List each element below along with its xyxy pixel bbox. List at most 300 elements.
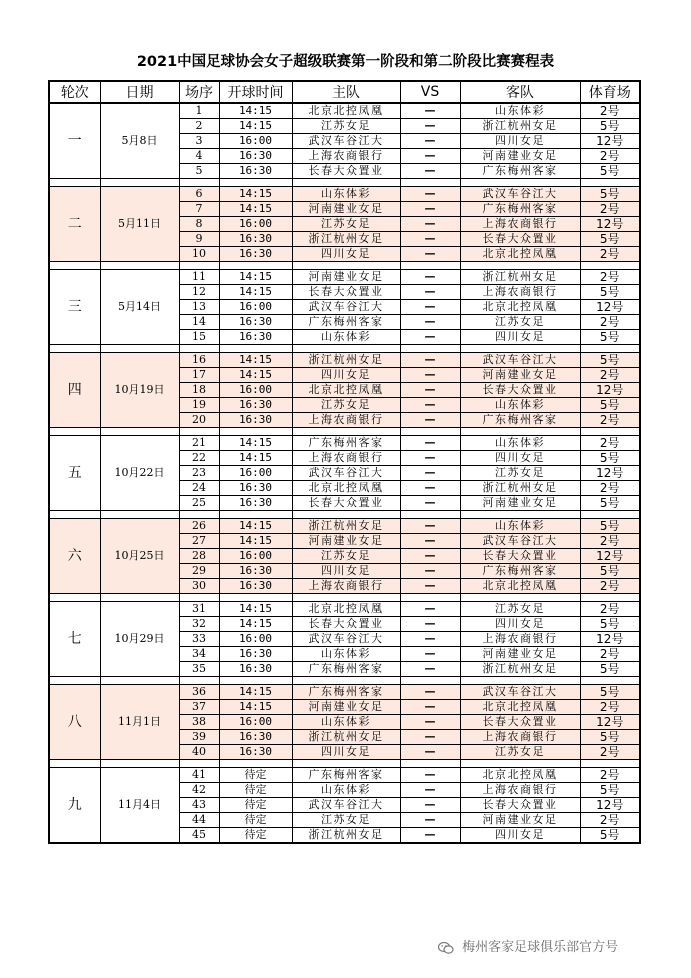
stadium-cell: 2号 bbox=[580, 700, 640, 715]
header-away: 客队 bbox=[460, 81, 580, 103]
match-row bbox=[49, 270, 640, 285]
vs-cell: — bbox=[400, 783, 460, 798]
home-team-cell: 浙江杭州女足 bbox=[292, 519, 400, 534]
home-team-cell: 上海农商银行 bbox=[292, 149, 400, 164]
round-separator bbox=[49, 262, 640, 270]
home-team-cell: 江苏女足 bbox=[292, 549, 400, 564]
separator-cell bbox=[460, 262, 580, 270]
match-no-cell: 27 bbox=[179, 534, 219, 549]
separator-cell bbox=[292, 594, 400, 602]
vs-cell: — bbox=[400, 564, 460, 579]
home-team-cell: 北京北控凤凰 bbox=[292, 383, 400, 398]
match-no-cell: 33 bbox=[179, 632, 219, 647]
kickoff-cell: 14:15 bbox=[219, 202, 292, 217]
vs-cell: — bbox=[400, 134, 460, 149]
kickoff-cell: 16:30 bbox=[219, 149, 292, 164]
stadium-cell: 2号 bbox=[580, 602, 640, 617]
away-team-cell: 北京北控凤凰 bbox=[460, 247, 580, 262]
away-team-cell: 浙江杭州女足 bbox=[460, 662, 580, 677]
away-team-cell: 四川女足 bbox=[460, 617, 580, 632]
match-no-cell: 26 bbox=[179, 519, 219, 534]
kickoff-cell: 14:15 bbox=[219, 187, 292, 202]
match-no-cell: 11 bbox=[179, 270, 219, 285]
round-separator bbox=[49, 677, 640, 685]
vs-cell: — bbox=[400, 828, 460, 844]
vs-cell: — bbox=[400, 549, 460, 564]
separator-cell bbox=[580, 677, 640, 685]
stadium-cell: 2号 bbox=[580, 647, 640, 662]
home-team-cell: 山东体彩 bbox=[292, 330, 400, 345]
match-row bbox=[49, 353, 640, 368]
kickoff-cell: 16:30 bbox=[219, 496, 292, 511]
kickoff-cell: 16:00 bbox=[219, 300, 292, 315]
home-team-cell: 山东体彩 bbox=[292, 187, 400, 202]
separator-cell bbox=[100, 760, 179, 768]
separator-cell bbox=[400, 428, 460, 436]
separator-cell bbox=[292, 511, 400, 519]
home-team-cell: 武汉车谷江大 bbox=[292, 632, 400, 647]
separator-cell bbox=[179, 345, 219, 353]
kickoff-cell: 待定 bbox=[219, 768, 292, 783]
match-no-cell: 8 bbox=[179, 217, 219, 232]
vs-cell: — bbox=[400, 617, 460, 632]
stadium-cell: 5号 bbox=[580, 285, 640, 300]
stadium-cell: 12号 bbox=[580, 300, 640, 315]
away-team-cell: 广东梅州客家 bbox=[460, 413, 580, 428]
stadium-cell: 12号 bbox=[580, 466, 640, 481]
away-team-cell: 上海农商银行 bbox=[460, 632, 580, 647]
date-cell: 10月29日 bbox=[100, 602, 179, 677]
vs-cell: — bbox=[400, 300, 460, 315]
kickoff-cell: 16:30 bbox=[219, 398, 292, 413]
vs-cell: — bbox=[400, 798, 460, 813]
kickoff-cell: 16:00 bbox=[219, 549, 292, 564]
away-team-cell: 浙江杭州女足 bbox=[460, 270, 580, 285]
home-team-cell: 北京北控凤凰 bbox=[292, 481, 400, 496]
vs-cell: — bbox=[400, 164, 460, 179]
separator-cell bbox=[292, 262, 400, 270]
separator-cell bbox=[460, 345, 580, 353]
away-team-cell: 山东体彩 bbox=[460, 436, 580, 451]
kickoff-cell: 14:15 bbox=[219, 700, 292, 715]
separator-cell bbox=[460, 511, 580, 519]
vs-cell: — bbox=[400, 270, 460, 285]
match-no-cell: 42 bbox=[179, 783, 219, 798]
match-no-cell: 44 bbox=[179, 813, 219, 828]
stadium-cell: 2号 bbox=[580, 413, 640, 428]
home-team-cell: 武汉车谷江大 bbox=[292, 134, 400, 149]
vs-cell: — bbox=[400, 103, 460, 119]
separator-cell bbox=[400, 179, 460, 187]
kickoff-cell: 16:30 bbox=[219, 579, 292, 594]
kickoff-cell: 16:30 bbox=[219, 745, 292, 760]
vs-cell: — bbox=[400, 715, 460, 730]
kickoff-cell: 16:30 bbox=[219, 232, 292, 247]
away-team-cell: 长春大众置业 bbox=[460, 715, 580, 730]
home-team-cell: 山东体彩 bbox=[292, 715, 400, 730]
away-team-cell: 长春大众置业 bbox=[460, 383, 580, 398]
away-team-cell: 四川女足 bbox=[460, 330, 580, 345]
match-no-cell: 6 bbox=[179, 187, 219, 202]
kickoff-cell: 16:30 bbox=[219, 330, 292, 345]
vs-cell: — bbox=[400, 285, 460, 300]
page-title: 2021中国足球协会女子超级联赛第一阶段和第二阶段比赛赛程表 bbox=[136, 54, 555, 70]
away-team-cell: 北京北控凤凰 bbox=[460, 300, 580, 315]
vs-cell: — bbox=[400, 353, 460, 368]
match-no-cell: 2 bbox=[179, 119, 219, 134]
match-no-cell: 16 bbox=[179, 353, 219, 368]
kickoff-cell: 16:00 bbox=[219, 715, 292, 730]
away-team-cell: 广东梅州客家 bbox=[460, 164, 580, 179]
home-team-cell: 广东梅州客家 bbox=[292, 768, 400, 783]
vs-cell: — bbox=[400, 217, 460, 232]
away-team-cell: 浙江杭州女足 bbox=[460, 119, 580, 134]
home-team-cell: 河南建业女足 bbox=[292, 700, 400, 715]
separator-cell bbox=[179, 179, 219, 187]
kickoff-cell: 14:15 bbox=[219, 685, 292, 700]
stadium-cell: 2号 bbox=[580, 315, 640, 330]
match-no-cell: 13 bbox=[179, 300, 219, 315]
separator-cell bbox=[460, 179, 580, 187]
kickoff-cell: 16:30 bbox=[219, 247, 292, 262]
vs-cell: — bbox=[400, 700, 460, 715]
away-team-cell: 上海农商银行 bbox=[460, 217, 580, 232]
date-cell: 5月8日 bbox=[100, 103, 179, 179]
stadium-cell: 5号 bbox=[580, 398, 640, 413]
match-no-cell: 21 bbox=[179, 436, 219, 451]
stadium-cell: 2号 bbox=[580, 368, 640, 383]
match-no-cell: 24 bbox=[179, 481, 219, 496]
kickoff-cell: 14:15 bbox=[219, 368, 292, 383]
kickoff-cell: 14:15 bbox=[219, 451, 292, 466]
match-no-cell: 1 bbox=[179, 103, 219, 119]
stadium-cell: 2号 bbox=[580, 534, 640, 549]
kickoff-cell: 待定 bbox=[219, 798, 292, 813]
away-team-cell: 长春大众置业 bbox=[460, 549, 580, 564]
vs-cell: — bbox=[400, 496, 460, 511]
separator-cell bbox=[580, 345, 640, 353]
stadium-cell: 5号 bbox=[580, 685, 640, 700]
round-cell: 五 bbox=[49, 436, 100, 511]
kickoff-cell: 16:00 bbox=[219, 134, 292, 149]
separator-cell bbox=[580, 760, 640, 768]
vs-cell: — bbox=[400, 383, 460, 398]
separator-cell bbox=[292, 677, 400, 685]
home-team-cell: 河南建业女足 bbox=[292, 534, 400, 549]
separator-cell bbox=[100, 677, 179, 685]
vs-cell: — bbox=[400, 602, 460, 617]
away-team-cell: 武汉车谷江大 bbox=[460, 534, 580, 549]
separator-cell bbox=[219, 262, 292, 270]
vs-cell: — bbox=[400, 398, 460, 413]
stadium-cell: 12号 bbox=[580, 383, 640, 398]
separator-cell bbox=[100, 511, 179, 519]
home-team-cell: 江苏女足 bbox=[292, 813, 400, 828]
date-cell: 11月1日 bbox=[100, 685, 179, 760]
separator-cell bbox=[219, 511, 292, 519]
separator-cell bbox=[49, 179, 100, 187]
header-vs: VS bbox=[400, 81, 460, 103]
separator-cell bbox=[49, 345, 100, 353]
stadium-cell: 5号 bbox=[580, 119, 640, 134]
match-no-cell: 10 bbox=[179, 247, 219, 262]
stadium-cell: 5号 bbox=[580, 828, 640, 844]
separator-cell bbox=[100, 428, 179, 436]
separator-cell bbox=[580, 428, 640, 436]
match-no-cell: 30 bbox=[179, 579, 219, 594]
kickoff-cell: 待定 bbox=[219, 783, 292, 798]
match-no-cell: 43 bbox=[179, 798, 219, 813]
home-team-cell: 武汉车谷江大 bbox=[292, 798, 400, 813]
vs-cell: — bbox=[400, 632, 460, 647]
home-team-cell: 长春大众置业 bbox=[292, 496, 400, 511]
stadium-cell: 2号 bbox=[580, 202, 640, 217]
kickoff-cell: 14:15 bbox=[219, 285, 292, 300]
separator-cell bbox=[179, 677, 219, 685]
home-team-cell: 山东体彩 bbox=[292, 783, 400, 798]
vs-cell: — bbox=[400, 368, 460, 383]
match-row bbox=[49, 103, 640, 119]
separator-cell bbox=[400, 345, 460, 353]
match-row bbox=[49, 602, 640, 617]
kickoff-cell: 待定 bbox=[219, 813, 292, 828]
match-no-cell: 20 bbox=[179, 413, 219, 428]
away-team-cell: 北京北控凤凰 bbox=[460, 768, 580, 783]
date-cell: 10月22日 bbox=[100, 436, 179, 511]
separator-cell bbox=[49, 511, 100, 519]
schedule-body bbox=[49, 103, 640, 843]
stadium-cell: 12号 bbox=[580, 217, 640, 232]
away-team-cell: 四川女足 bbox=[460, 134, 580, 149]
separator-cell bbox=[460, 760, 580, 768]
stadium-cell: 12号 bbox=[580, 632, 640, 647]
kickoff-cell: 16:30 bbox=[219, 413, 292, 428]
header-home: 主队 bbox=[292, 81, 400, 103]
vs-cell: — bbox=[400, 730, 460, 745]
kickoff-cell: 16:30 bbox=[219, 662, 292, 677]
stadium-cell: 5号 bbox=[580, 330, 640, 345]
home-team-cell: 上海农商银行 bbox=[292, 579, 400, 594]
match-no-cell: 23 bbox=[179, 466, 219, 481]
home-team-cell: 四川女足 bbox=[292, 247, 400, 262]
match-no-cell: 28 bbox=[179, 549, 219, 564]
stadium-cell: 2号 bbox=[580, 579, 640, 594]
stadium-cell: 2号 bbox=[580, 768, 640, 783]
vs-cell: — bbox=[400, 466, 460, 481]
home-team-cell: 长春大众置业 bbox=[292, 617, 400, 632]
stadium-cell: 12号 bbox=[580, 798, 640, 813]
away-team-cell: 上海农商银行 bbox=[460, 783, 580, 798]
match-no-cell: 9 bbox=[179, 232, 219, 247]
match-no-cell: 31 bbox=[179, 602, 219, 617]
match-no-cell: 38 bbox=[179, 715, 219, 730]
home-team-cell: 浙江杭州女足 bbox=[292, 353, 400, 368]
away-team-cell: 四川女足 bbox=[460, 451, 580, 466]
home-team-cell: 江苏女足 bbox=[292, 217, 400, 232]
separator-cell bbox=[292, 760, 400, 768]
round-separator bbox=[49, 428, 640, 436]
vs-cell: — bbox=[400, 119, 460, 134]
separator-cell bbox=[179, 594, 219, 602]
away-team-cell: 北京北控凤凰 bbox=[460, 579, 580, 594]
home-team-cell: 广东梅州客家 bbox=[292, 315, 400, 330]
away-team-cell: 广东梅州客家 bbox=[460, 564, 580, 579]
match-no-cell: 37 bbox=[179, 700, 219, 715]
vs-cell: — bbox=[400, 436, 460, 451]
separator-cell bbox=[219, 428, 292, 436]
kickoff-cell: 14:15 bbox=[219, 270, 292, 285]
match-no-cell: 39 bbox=[179, 730, 219, 745]
date-cell: 5月11日 bbox=[100, 187, 179, 262]
header-match-no: 场序 bbox=[179, 81, 219, 103]
stadium-cell: 5号 bbox=[580, 783, 640, 798]
home-team-cell: 武汉车谷江大 bbox=[292, 300, 400, 315]
kickoff-cell: 14:15 bbox=[219, 519, 292, 534]
vs-cell: — bbox=[400, 149, 460, 164]
round-cell: 九 bbox=[49, 768, 100, 844]
match-no-cell: 4 bbox=[179, 149, 219, 164]
home-team-cell: 河南建业女足 bbox=[292, 202, 400, 217]
schedule-table bbox=[48, 80, 641, 844]
away-team-cell: 山东体彩 bbox=[460, 398, 580, 413]
home-team-cell: 上海农商银行 bbox=[292, 451, 400, 466]
kickoff-cell: 16:00 bbox=[219, 466, 292, 481]
separator-cell bbox=[400, 262, 460, 270]
stadium-cell: 12号 bbox=[580, 134, 640, 149]
separator-cell bbox=[179, 511, 219, 519]
kickoff-cell: 14:15 bbox=[219, 119, 292, 134]
kickoff-cell: 16:30 bbox=[219, 730, 292, 745]
away-team-cell: 武汉车谷江大 bbox=[460, 187, 580, 202]
kickoff-cell: 16:30 bbox=[219, 315, 292, 330]
home-team-cell: 浙江杭州女足 bbox=[292, 828, 400, 844]
vs-cell: — bbox=[400, 481, 460, 496]
home-team-cell: 江苏女足 bbox=[292, 398, 400, 413]
stadium-cell: 2号 bbox=[580, 481, 640, 496]
vs-cell: — bbox=[400, 745, 460, 760]
separator-cell bbox=[292, 428, 400, 436]
match-row bbox=[49, 436, 640, 451]
header-row bbox=[49, 81, 640, 103]
home-team-cell: 武汉车谷江大 bbox=[292, 466, 400, 481]
match-no-cell: 29 bbox=[179, 564, 219, 579]
stadium-cell: 5号 bbox=[580, 164, 640, 179]
away-team-cell: 江苏女足 bbox=[460, 315, 580, 330]
match-no-cell: 34 bbox=[179, 647, 219, 662]
away-team-cell: 河南建业女足 bbox=[460, 149, 580, 164]
match-no-cell: 22 bbox=[179, 451, 219, 466]
home-team-cell: 四川女足 bbox=[292, 368, 400, 383]
separator-cell bbox=[400, 594, 460, 602]
round-separator bbox=[49, 179, 640, 187]
separator-cell bbox=[179, 262, 219, 270]
vs-cell: — bbox=[400, 187, 460, 202]
stadium-cell: 2号 bbox=[580, 745, 640, 760]
away-team-cell: 山东体彩 bbox=[460, 519, 580, 534]
vs-cell: — bbox=[400, 768, 460, 783]
stadium-cell: 2号 bbox=[580, 103, 640, 119]
separator-cell bbox=[219, 179, 292, 187]
home-team-cell: 江苏女足 bbox=[292, 119, 400, 134]
away-team-cell: 河南建业女足 bbox=[460, 647, 580, 662]
date-cell: 5月14日 bbox=[100, 270, 179, 345]
date-cell: 10月25日 bbox=[100, 519, 179, 594]
separator-cell bbox=[580, 179, 640, 187]
kickoff-cell: 14:15 bbox=[219, 353, 292, 368]
stadium-cell: 5号 bbox=[580, 617, 640, 632]
away-team-cell: 山东体彩 bbox=[460, 103, 580, 119]
wechat-official-account-icon bbox=[438, 941, 454, 955]
date-cell: 10月19日 bbox=[100, 353, 179, 428]
match-no-cell: 45 bbox=[179, 828, 219, 844]
round-separator bbox=[49, 760, 640, 768]
separator-cell bbox=[292, 345, 400, 353]
stadium-cell: 5号 bbox=[580, 187, 640, 202]
vs-cell: — bbox=[400, 413, 460, 428]
vs-cell: — bbox=[400, 315, 460, 330]
match-no-cell: 14 bbox=[179, 315, 219, 330]
kickoff-cell: 16:30 bbox=[219, 481, 292, 496]
stadium-cell: 2号 bbox=[580, 436, 640, 451]
separator-cell bbox=[580, 511, 640, 519]
separator-cell bbox=[292, 179, 400, 187]
kickoff-cell: 16:00 bbox=[219, 632, 292, 647]
separator-cell bbox=[460, 594, 580, 602]
vs-cell: — bbox=[400, 519, 460, 534]
away-team-cell: 广东梅州客家 bbox=[460, 202, 580, 217]
vs-cell: — bbox=[400, 202, 460, 217]
match-no-cell: 17 bbox=[179, 368, 219, 383]
header-date: 日期 bbox=[100, 81, 179, 103]
date-cell: 11月4日 bbox=[100, 768, 179, 844]
away-team-cell: 上海农商银行 bbox=[460, 730, 580, 745]
home-team-cell: 上海农商银行 bbox=[292, 413, 400, 428]
separator-cell bbox=[49, 428, 100, 436]
home-team-cell: 广东梅州客家 bbox=[292, 436, 400, 451]
home-team-cell: 浙江杭州女足 bbox=[292, 730, 400, 745]
match-no-cell: 19 bbox=[179, 398, 219, 413]
separator-cell bbox=[179, 428, 219, 436]
separator-cell bbox=[49, 677, 100, 685]
home-team-cell: 四川女足 bbox=[292, 745, 400, 760]
separator-cell bbox=[219, 594, 292, 602]
separator-cell bbox=[460, 428, 580, 436]
match-no-cell: 36 bbox=[179, 685, 219, 700]
home-team-cell: 广东梅州客家 bbox=[292, 685, 400, 700]
away-team-cell: 河南建业女足 bbox=[460, 813, 580, 828]
home-team-cell: 长春大众置业 bbox=[292, 164, 400, 179]
home-team-cell: 四川女足 bbox=[292, 564, 400, 579]
vs-cell: — bbox=[400, 330, 460, 345]
match-row bbox=[49, 685, 640, 700]
stadium-cell: 5号 bbox=[580, 564, 640, 579]
stadium-cell: 5号 bbox=[580, 451, 640, 466]
kickoff-cell: 14:15 bbox=[219, 602, 292, 617]
round-separator bbox=[49, 345, 640, 353]
round-separator bbox=[49, 511, 640, 519]
separator-cell bbox=[219, 760, 292, 768]
vs-cell: — bbox=[400, 647, 460, 662]
match-no-cell: 12 bbox=[179, 285, 219, 300]
watermark bbox=[438, 936, 618, 955]
stadium-cell: 2号 bbox=[580, 149, 640, 164]
separator-cell bbox=[460, 677, 580, 685]
home-team-cell: 河南建业女足 bbox=[292, 270, 400, 285]
match-no-cell: 7 bbox=[179, 202, 219, 217]
away-team-cell: 河南建业女足 bbox=[460, 368, 580, 383]
round-cell: 八 bbox=[49, 685, 100, 760]
match-row bbox=[49, 768, 640, 783]
